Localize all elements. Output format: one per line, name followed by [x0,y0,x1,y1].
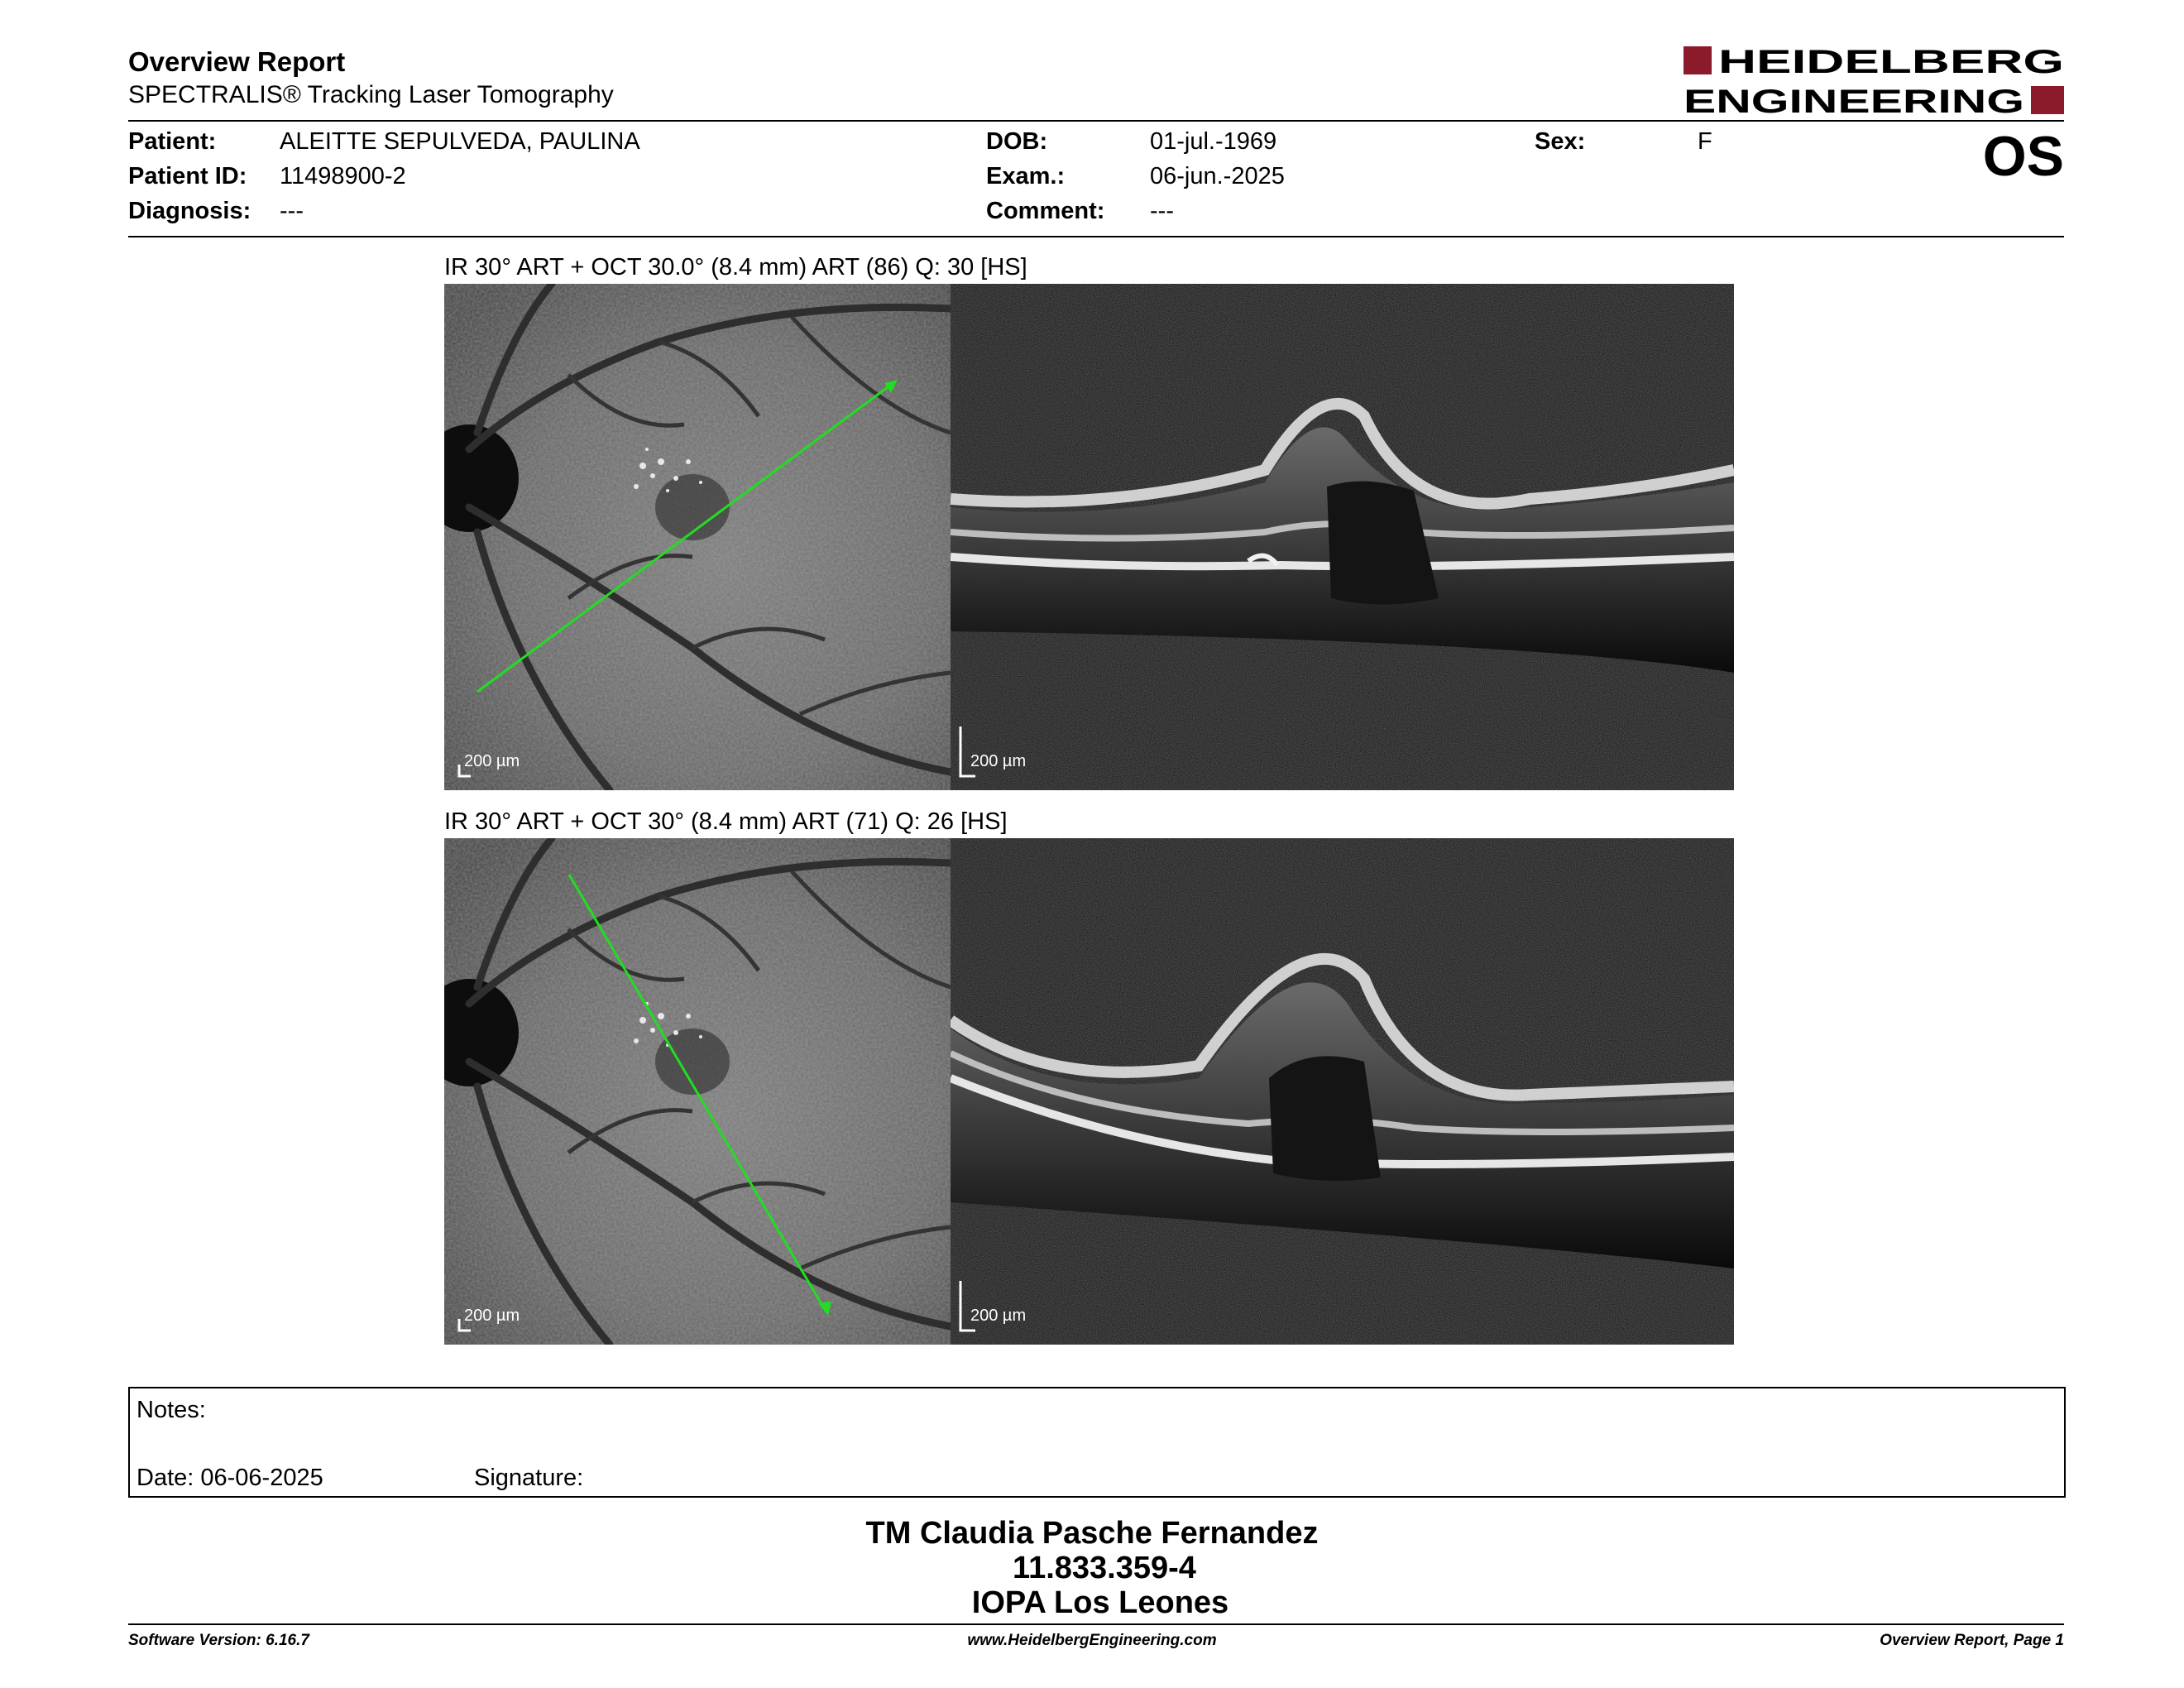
scan1-fundus-image [444,284,951,790]
dob-value: 01-jul.-1969 [1150,128,1277,155]
scan2-fundus-scale: 200 µm [464,1307,520,1325]
scan2-fundus-image [444,838,951,1345]
dob-label: DOB: [986,128,1048,155]
patient-divider [128,236,2064,237]
scan2-caption: IR 30° ART + OCT 30° (8.4 mm) ART (71) Q: 26 [HS] [444,808,1008,835]
notes-date: Date: 06-06-2025 [136,1465,323,1491]
scan2-oct-scale: 200 µm [970,1307,1027,1325]
clinic-name: IOPA Los Leones [971,1585,1229,1620]
exam-value: 06-jun.-2025 [1150,163,1285,189]
patient-id-label: Patient ID: [128,163,247,189]
heidelberg-logo [1684,43,2064,117]
scan2-oct-image [951,838,1734,1345]
patient-id: 11498900-2 [280,163,406,189]
report-title: Overview Report [128,46,346,77]
patient-name: ALEITTE SEPULVEDA, PAULINA [280,128,640,155]
diagnosis-value: --- [280,198,304,224]
page-number: Overview Report, Page 1 [1880,1632,2064,1649]
exam-label: Exam.: [986,163,1066,189]
scan1-caption: IR 30° ART + OCT 30.0° (8.4 mm) ART (86) Q: 30 [HS] [444,254,1027,281]
logo-line2: ENGINEERING [1684,84,2024,117]
scan1-oct-scale: 200 µm [970,752,1027,770]
logo-line1: HEIDELBERG [1718,44,2064,80]
header-divider [128,120,2064,122]
scan1-fundus-scale: 200 µm [464,752,520,770]
eye-indicator: OS [1982,125,2064,188]
sex-value: F [1698,128,1712,155]
patient-label: Patient: [128,128,217,155]
notes-label: Notes: [136,1397,206,1423]
footer-divider [128,1623,2064,1625]
report-subtitle: SPECTRALIS® Tracking Laser Tomography [128,81,614,108]
scan1-oct-image [951,284,1734,790]
diagnosis-label: Diagnosis: [128,198,251,224]
comment-label: Comment: [986,198,1105,224]
sex-label: Sex: [1535,128,1586,155]
software-version: Software Version: 6.16.7 [128,1632,309,1649]
website-link[interactable]: www.HeidelbergEngineering.com [967,1632,1217,1649]
signature-label: Signature: [474,1465,584,1491]
comment-value: --- [1150,198,1174,224]
signatory-name: TM Claudia Pasche Fernandez [865,1516,1319,1551]
notes-box[interactable] [128,1387,2066,1498]
signatory-id: 11.833.359-4 [1013,1551,1196,1585]
